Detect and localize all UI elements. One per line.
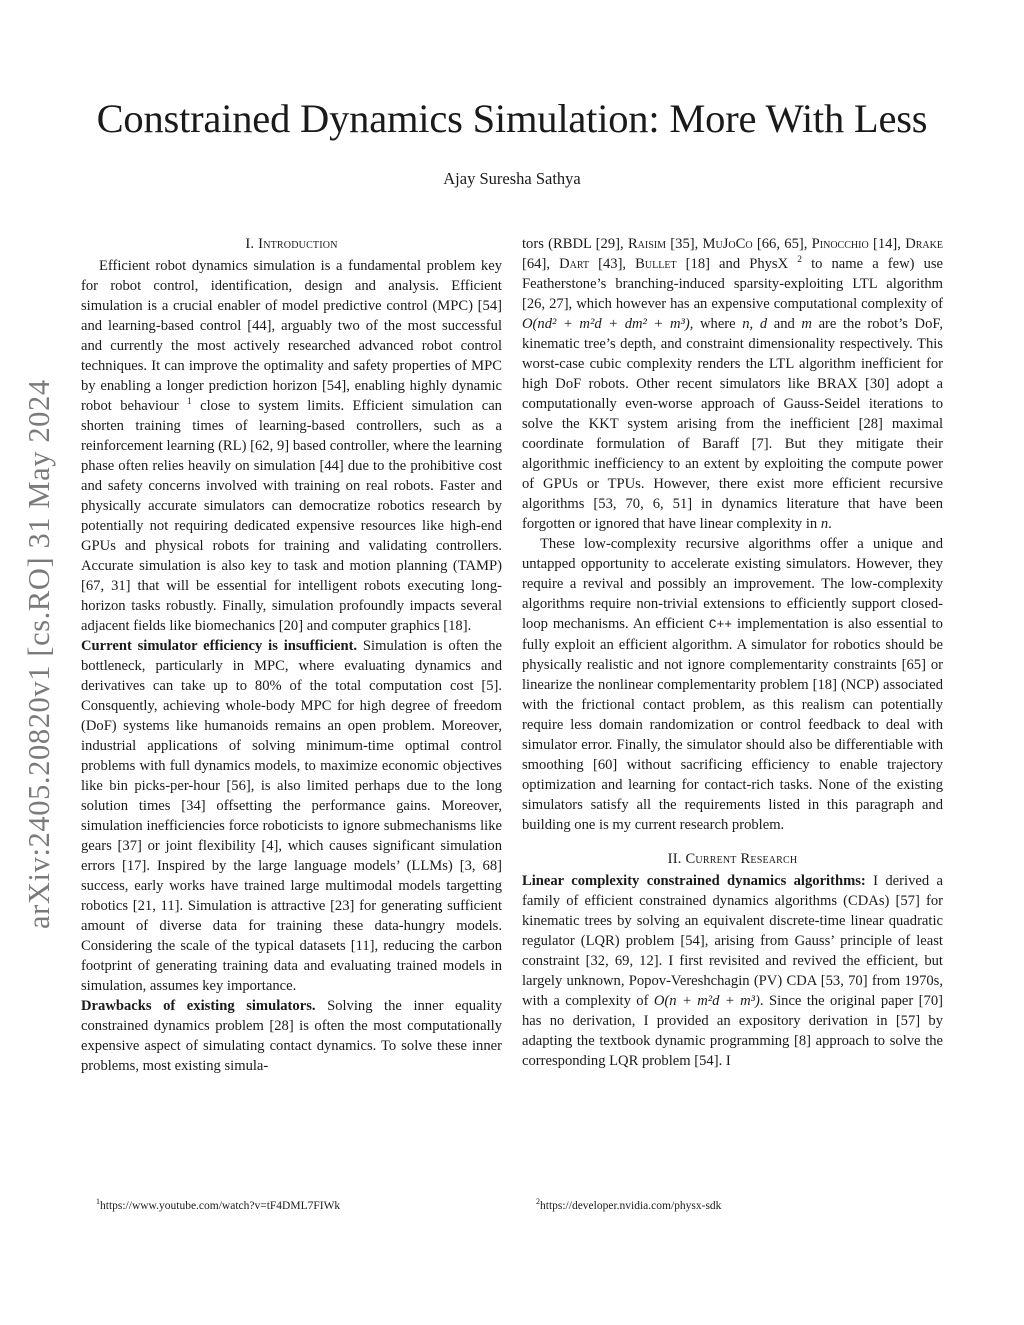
efficiency-paragraph [81,636,502,996]
section-heading-introduction [81,234,502,254]
text-run: [18] and PhysX [685,256,789,272]
paragraph-body: Simulation is often the bottleneck, particularly in MPC, where evaluating dynamics and derivatives can take up to 80% of the total computation cost [5]. Consquently, achieving whole-body MPC for high degree of freedom (DoF) systems like humanoids remains an open problem. Moreover, industrial applications of solving minimum-time optimal control problems with full dynamics models, to maximize economic objectives like bin picks-per-hour [56], is also limited perhaps due to the long solution times [34] offsetting the performance gains. Moreover, simulation inefficiencies force roboticists to ignore submechanisms like gears [37] or joint flexibility [4], which causes significant simulation errors [17]. Inspired by the large language models’ (LLMs) [3, 68] success, early works have trained large multimodal models targetting robotics [21, 11]. Simulation is attractive [23] for generating sufficient amount of diverse data for training these data-hungry models. Considering the scale of the typical datasets [11], reducing the carbon footprint of generating training data and evaluating trained models in simulation, assumes key importance. [81,638,502,994]
footnote-marker-2[interactable]: 2 [797,255,802,266]
runin-heading: Drawbacks of existing simulators. [81,998,316,1014]
section-title: Current Research [685,851,798,867]
runin-heading: Linear complexity constrained dynamics algorithms: [522,873,866,889]
simulator-name: Drake [905,236,943,252]
simulator-name: Pinocchio [811,236,869,252]
left-column [81,234,502,1076]
text-run: [14], [872,236,901,252]
complexity-formula: O(nd² + m²d + dm² + m³) [522,316,690,332]
simulator-name: Bullet [635,256,677,272]
footnote-url[interactable]: https://www.youtube.com/watch?v=tF4DML7FIWk [100,1200,341,1212]
author-name: Ajay Suresha Sathya [443,169,581,188]
complexity-formula: O(n + m²d + m³) [653,993,760,1009]
simulator-name: MuJoCo [702,236,753,252]
math-variable: n [742,316,750,332]
footnote-1 [96,1199,340,1213]
text-run: [66, 65], [756,236,808,252]
linear-complexity-paragraph [522,871,943,1071]
text-run: and [773,316,795,332]
paper-title: Constrained Dynamics Simulation: More With Less [96,96,928,141]
intro-text-part2: close to system limits. Efficient simulation can shorten training times of learning-based controllers, such as a reinforcement learning (RL) [62, 9] based controller, where the learning phase often relies heavily on simulation [44] due to the prohibitive cost and safety concerns involved with training on real robots. Faster and physically accurate simulators can democratize robotics research by potentially not requiring dedicated expensive resources like high-end GPUs and physical robots for training and validating controllers. Accurate simulation is also key to task and motion planning (TAMP) [67, 31] that will be essential for intelligent robots executing long-horizon tasks robustly. Finally, simulation profoundly impacts several adjacent fields like biomechanics [20] and computer graphics [18]. [81,398,502,634]
low-complexity-paragraph [522,534,943,835]
section-title: Introduction [258,236,338,252]
text-run: I derived a family of efficient constrained dynamics algorithms (CDAs) [57] for kinematic trees by solving an equivalent discrete-time linear quadratic regulator (LQR) problem [54], arising from Gauss’ principle of least constraint [32, 69, 12]. I first revisited and revived the efficient, but largely unknown, Popov-Vereshchagin (PV) CDA [53, 70] from 1970s, with a complexity of [522,873,943,1009]
text-run: implementation is also essential to fully exploit an efficient algorithm. A simulator for robotics should be physically realistic and not ignore complementarity constraints [65] or linearize the nonlinear complementarity problem [18] (NCP) associated with the frictional contact problem, as this realism can potentially require less domain randomization or control feedback to deal with simulator error. Finally, the simulator should also be differentiable with smoothing [60] without sacrificing efficiency to enable trajectory optimization and learning for contact-rich tasks. None of the existing simulators satisfy all the requirements listed in this paragraph and building one is my current research problem. [522,616,943,833]
footnote-number: 2 [536,1197,540,1207]
footnote-url[interactable]: https://developer.nvidia.com/physx-sdk [540,1200,722,1212]
section-heading-current-research [522,849,943,869]
section-number: II. [667,851,682,867]
text-run: [64], [522,256,550,272]
text-run: tors (RBDL [29], [522,236,624,252]
simulators-paragraph [522,234,943,534]
simulator-name: Dart [559,256,590,272]
simulator-name: Raisim [627,236,667,252]
code-term: C++ [708,617,733,632]
text-run: [43], [598,256,627,272]
footnote-2 [536,1199,721,1213]
footnote-number: 1 [96,1197,100,1207]
paragraph-body: Solving the inner equality constrained dynamics problem [28] is often the most computationally expensive aspect of simulating contact dynamics. To solve these inner problems, most existing simula- [81,998,502,1074]
right-column [522,234,943,1071]
text-run: to name a few) use Featherstone’s branching-induced sparsity-exploiting LTL algorithm [26, 27], which however has an expensive computational complexity of [522,256,944,312]
math-variable: d [759,316,768,332]
text-run: are the robot’s DoF, kinematic tree’s depth, and constraint dimensionality respectively. This worst-case cubic complexity renders the LTL algorithm inefficient for high DoF robots. Other recent simulators like BRAX [30] adopt a computationally even-worse approach of Gauss-Seidel iterations to solve the KKT system arising from the inefficient [28] maximal coordinate formulation of Baraff [7]. But they mitigate their algorithmic inefficiency to an extent by exploiting the compute power of GPUs or TPUs. However, there exist more efficient recursive algorithms [53, 70, 6, 51] in dynamics literature that have been forgotten or ignored that have linear complexity in [522,316,943,532]
text-run: , [749,316,754,332]
text-run: . Since the original paper [70] has no derivation, I provided an expository derivation in [57] by adapting the textbook dynamic programming [8] approach to solve the corresponding LQR problem [54]. I [522,993,943,1069]
text-run: . [828,516,832,532]
arxiv-identifier[interactable]: arXiv:2405.20820v1 [cs.RO] 31 May 2024 [22,379,56,929]
section-number: I. [245,236,255,252]
text-run: , where [689,316,736,332]
runin-heading: Current simulator efficiency is insufficient. [81,638,358,654]
intro-paragraph [81,256,502,636]
math-variable: n [820,516,829,532]
text-run: These low-complexity recursive algorithms offer a unique and untapped opportunity to accelerate existing simulators. However, they require a revival and possibly an improvement. The low-complexity algorithms require non-trivial extensions to efficiently support closed-loop mechanisms. An efficient [522,536,943,632]
text-run: [35], [670,236,699,252]
drawbacks-paragraph [81,996,502,1076]
math-variable: m [801,316,812,332]
footnote-marker-1[interactable]: 1 [186,397,192,408]
intro-text-part1: Efficient robot dynamics simulation is a fundamental problem key for robot control, identification, design and analysis. Efficient simulation is a crucial enabler of model predictive control (MPC) [54] and learning-based control [44], arguably two of the most successful and currently the most actively researched advanced robot control techniques. It can improve the optimality and safety properties of MPC by enabling a longer prediction horizon [54], enabling highly dynamic robot behaviour [81,258,502,414]
